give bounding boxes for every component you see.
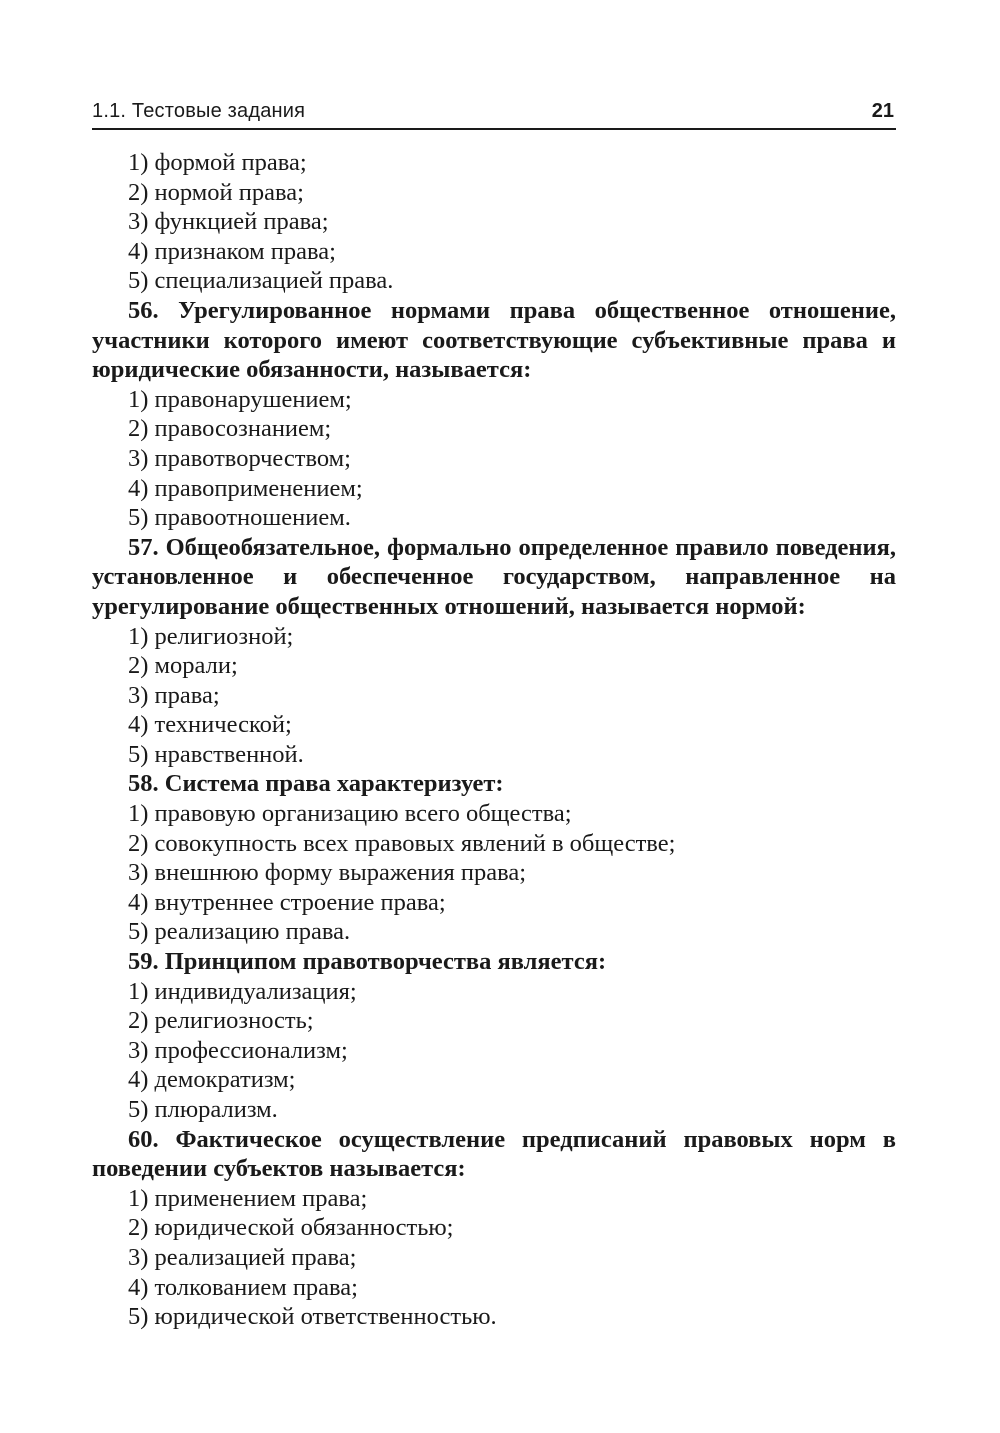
question-text: 57. Общеобязательное, формально определенное правило поведения, установленное и обеспеченное государством, направленное на урегулирование общественных отношений, называется нормой: [92, 533, 896, 620]
answer-option: 4) демократизм; [128, 1066, 296, 1094]
answer-option: 5) юридической ответственностью. [128, 1303, 497, 1331]
answer-option: 4) правоприменением; [128, 474, 363, 502]
test-content [92, 148, 896, 1332]
question-58 [92, 769, 896, 947]
answer-option: 2) совокупность всех правовых явлений в обществе; [128, 829, 676, 857]
question-text: 60. Фактическое осуществление предписаний правовых норм в поведении субъектов называется: [92, 1125, 896, 1183]
answer-option: 1) формой права; [128, 149, 307, 176]
answer-option: 3) правотворчеством; [128, 444, 351, 472]
answer-option: 1) индивидуализация; [128, 977, 357, 1005]
answer-option: 3) профессионализм; [128, 1036, 348, 1064]
question-text: 58. Система права характеризует: [128, 770, 504, 798]
answer-option: 2) морали; [128, 652, 238, 680]
answer-option: 4) толкованием права; [128, 1273, 358, 1301]
answer-option: 3) внешнюю форму выражения права; [128, 859, 527, 887]
question-text: 56. Урегулированное нормами права общественное отношение, участники которого имеют соответствующие субъективные права и юридические обязанности, называется: [92, 296, 896, 384]
answer-option: 3) функцией права; [128, 208, 329, 236]
answer-option: 4) признаком права; [128, 237, 336, 265]
section-title: 1.1. Тестовые задания [92, 100, 306, 122]
answer-option: 4) внутреннее строение права; [128, 888, 446, 916]
question-60 [92, 1125, 896, 1332]
question-56 [92, 296, 896, 533]
answer-option: 1) религиозной; [128, 622, 294, 650]
answer-option: 4) технической; [128, 711, 292, 739]
answer-option: 2) юридической обязанностью; [128, 1214, 454, 1242]
answer-option: 5) правоотношением. [128, 504, 351, 532]
answer-option: 1) правовую организацию всего общества; [128, 800, 572, 828]
answer-option: 5) специализацией права. [128, 267, 394, 295]
question-57 [92, 533, 896, 770]
answer-option: 3) права; [128, 681, 220, 709]
answer-option: 1) правонарушением; [128, 385, 352, 413]
answer-option: 2) правосознанием; [128, 415, 332, 443]
running-header [92, 96, 896, 130]
answer-option: 1) применением права; [128, 1184, 368, 1212]
answer-option: 5) плюрализм. [128, 1096, 278, 1123]
answer-option: 2) религиозность; [128, 1007, 314, 1035]
answer-option: 5) нравственной. [128, 740, 304, 768]
answer-options [92, 148, 896, 296]
answer-option: 3) реализацией права; [128, 1243, 357, 1271]
page-number: 21 [871, 100, 894, 122]
answer-option: 2) нормой права; [128, 178, 304, 206]
question-59 [92, 947, 896, 1125]
answer-option: 5) реализацию права. [128, 918, 351, 946]
question-text: 59. Принципом правотворчества является: [128, 948, 607, 976]
